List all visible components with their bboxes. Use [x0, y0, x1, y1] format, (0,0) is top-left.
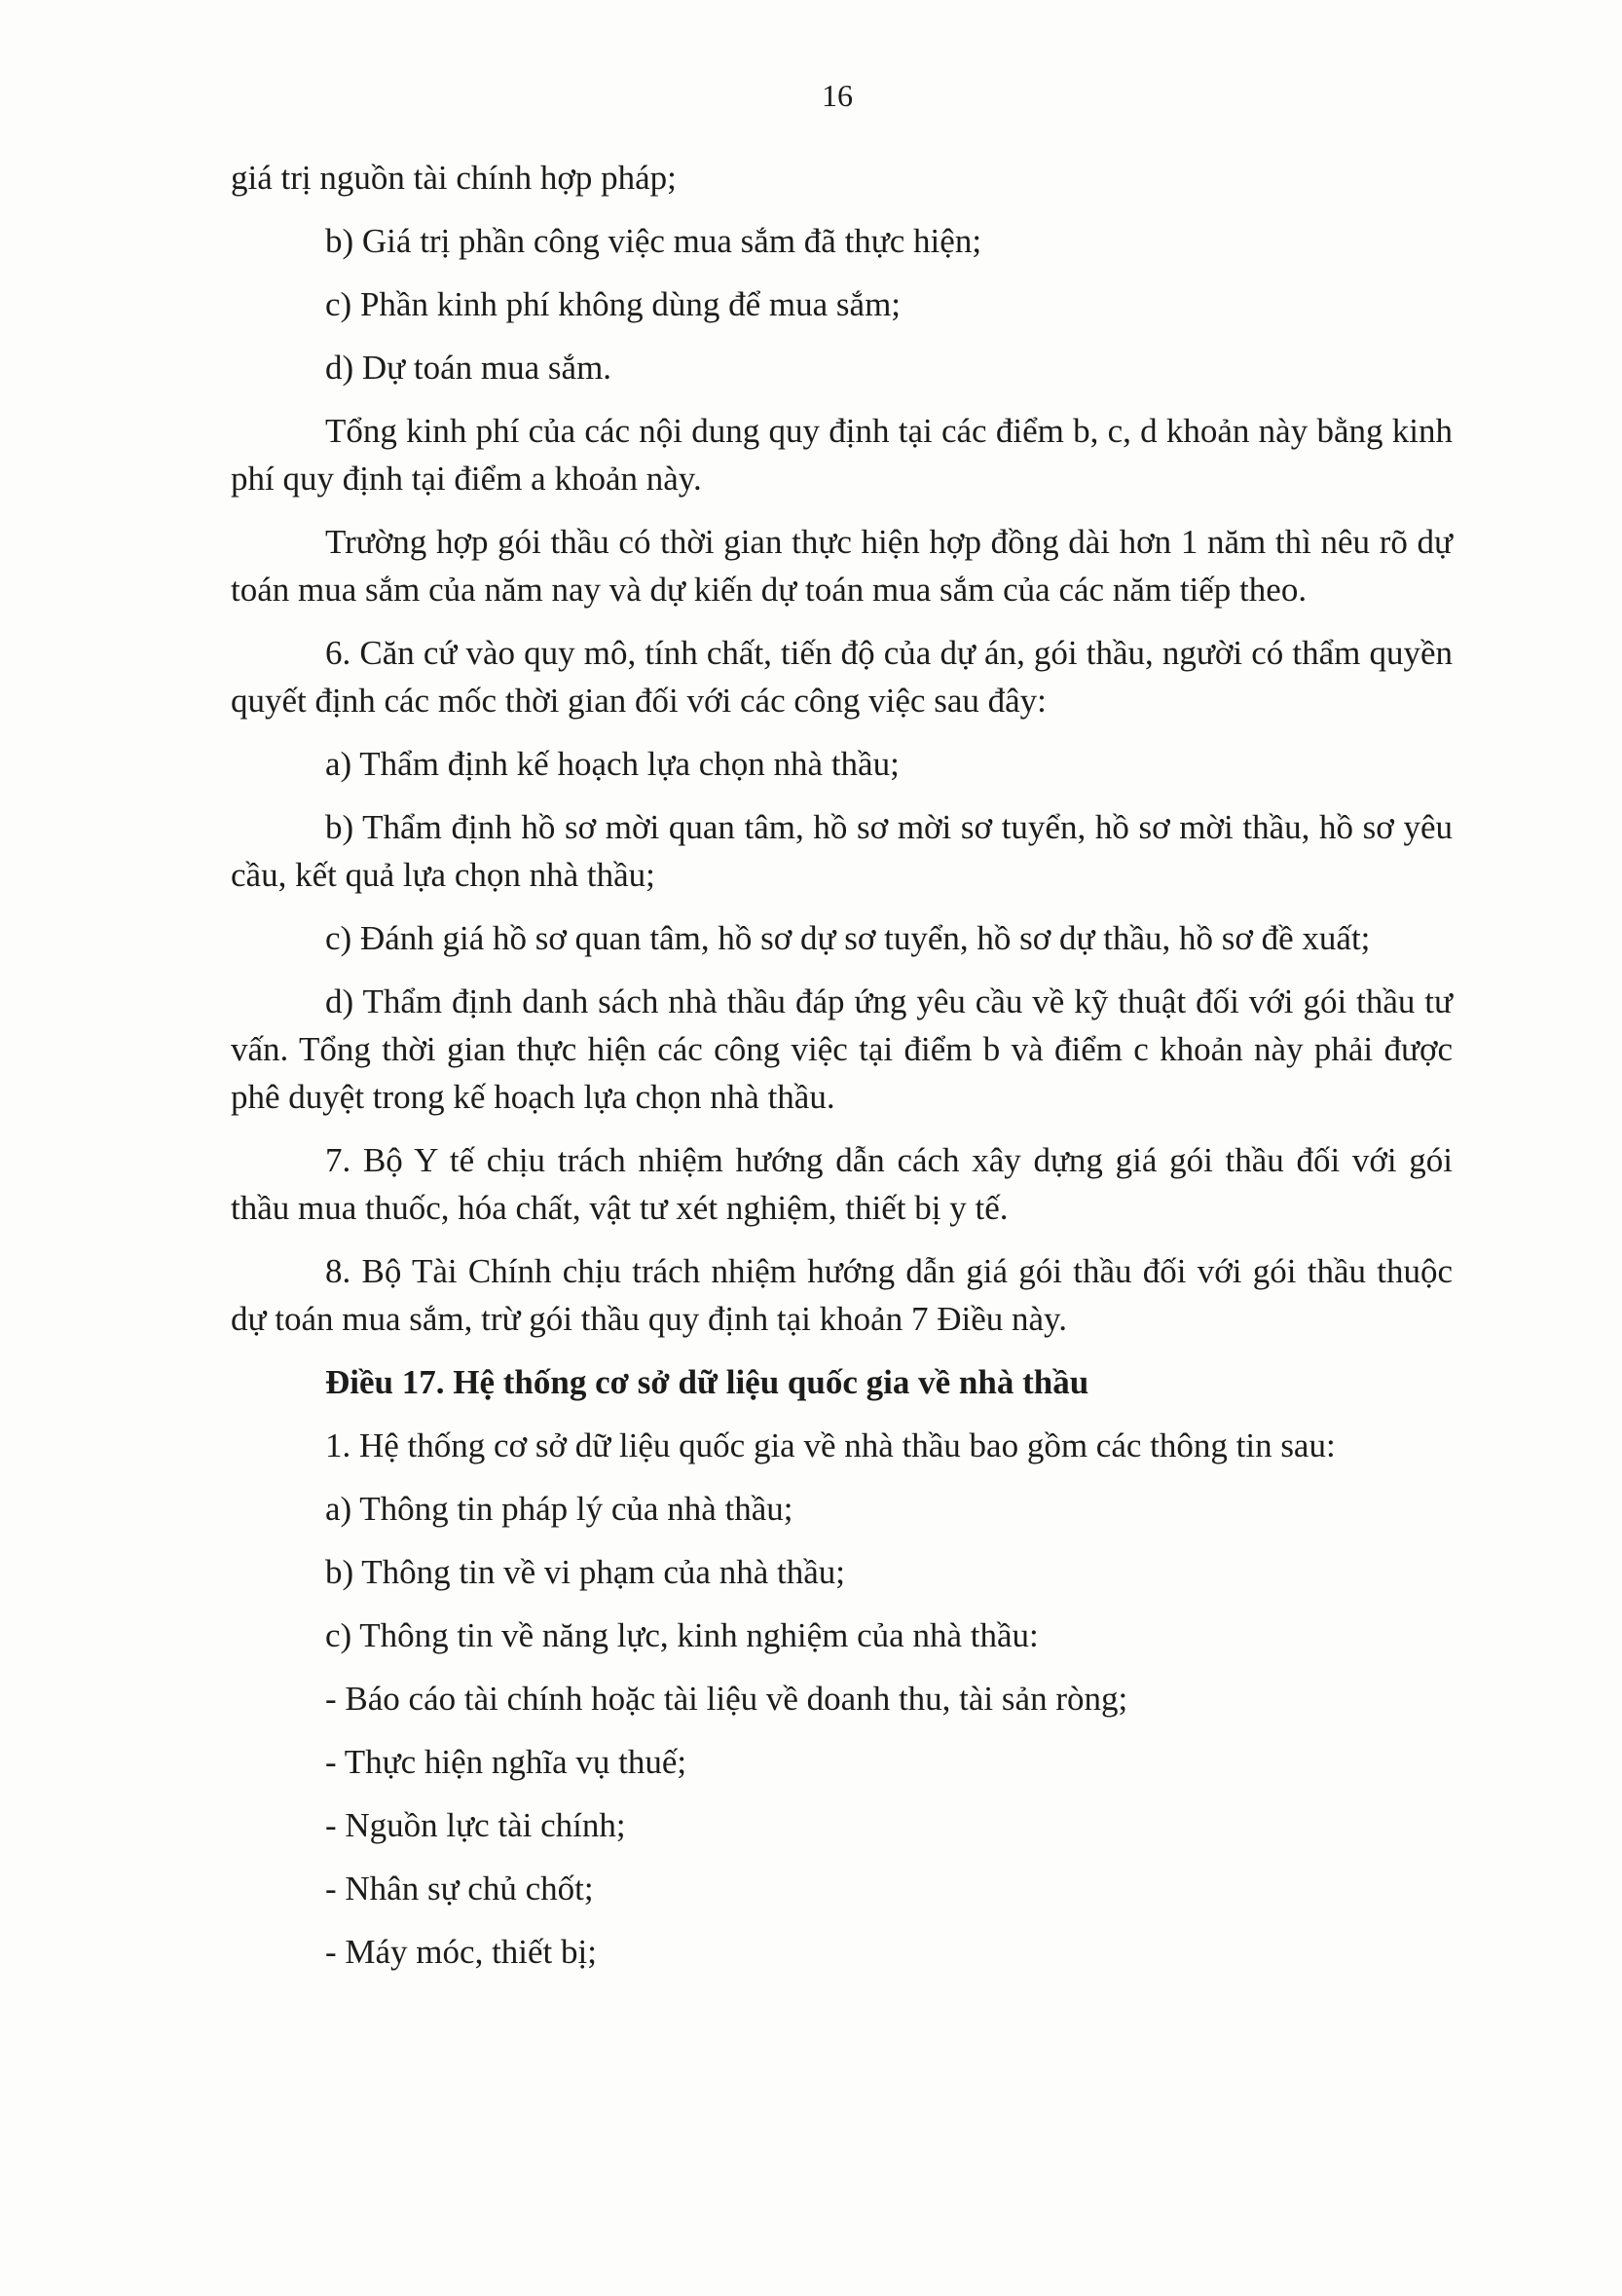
paragraph-continuation: giá trị nguồn tài chính hợp pháp;	[231, 159, 677, 197]
list-item-b: b) Giá trị phần công việc mua sắm đã thực hiện;	[325, 222, 982, 260]
list-item-d: d) Dự toán mua sắm.	[325, 349, 612, 387]
clause-6: 6. Căn cứ vào quy mô, tính chất, tiến độ của dự án, gói thầu, người có thẩm quyền quyết định các mốc thời gian đối với các công việc sau đây:	[231, 634, 1453, 720]
clause-6-item-c: c) Đánh giá hồ sơ quan tâm, hồ sơ dự sơ tuyển, hồ sơ dự thầu, hồ sơ đề xuất;	[325, 919, 1371, 957]
clause-6-item-b: b) Thẩm định hồ sơ mời quan tâm, hồ sơ mời sơ tuyển, hồ sơ mời thầu, hồ sơ yêu cầu, kết quả lựa chọn nhà thầu;	[231, 808, 1453, 894]
document-body	[231, 154, 1453, 1991]
article-17-item-c: c) Thông tin về năng lực, kinh nghiệm của nhà thầu:	[325, 1616, 1039, 1654]
article-17-item-a: a) Thông tin pháp lý của nhà thầu;	[325, 1490, 793, 1528]
article-17-clause-1: 1. Hệ thống cơ sở dữ liệu quốc gia về nhà thầu bao gồm các thông tin sau:	[325, 1426, 1336, 1464]
clause-7: 7. Bộ Y tế chịu trách nhiệm hướng dẫn cách xây dựng giá gói thầu đối với gói thầu mua thuốc, hóa chất, vật tư xét nghiệm, thiết bị y tế.	[231, 1141, 1453, 1227]
clause-8: 8. Bộ Tài Chính chịu trách nhiệm hướng dẫn giá gói thầu đối với gói thầu thuộc dự toán mua sắm, trừ gói thầu quy định tại khoản 7 Điều này.	[231, 1252, 1453, 1338]
paragraph-multi-year: Trường hợp gói thầu có thời gian thực hiện hợp đồng dài hơn 1 năm thì nêu rõ dự toán mua sắm của năm nay và dự kiến dự toán mua sắm của các năm tiếp theo.	[231, 523, 1453, 609]
bullet-key-personnel: - Nhân sự chủ chốt;	[325, 1870, 594, 1907]
article-17-item-b: b) Thông tin về vi phạm của nhà thầu;	[325, 1553, 845, 1591]
list-item-c: c) Phần kinh phí không dùng để mua sắm;	[325, 285, 902, 323]
paragraph-total-budget: Tổng kinh phí của các nội dung quy định tại các điểm b, c, d khoản này bằng kinh phí quy định tại điểm a khoản này.	[231, 412, 1453, 498]
bullet-financial-report: - Báo cáo tài chính hoặc tài liệu về doanh thu, tài sản ròng;	[325, 1680, 1128, 1718]
page-number: 16	[822, 78, 853, 113]
clause-6-item-a: a) Thẩm định kế hoạch lựa chọn nhà thầu;	[325, 745, 900, 783]
clause-6-item-d: d) Thẩm định danh sách nhà thầu đáp ứng yêu cầu về kỹ thuật đối với gói thầu tư vấn. Tổng thời gian thực hiện các công việc tại điểm b và điểm c khoản này phải được phê duyệt trong kế hoạch lựa chọn nhà thầu.	[231, 982, 1453, 1116]
bullet-financial-resources: - Nguồn lực tài chính;	[325, 1806, 626, 1844]
bullet-tax: - Thực hiện nghĩa vụ thuế;	[325, 1743, 687, 1781]
article-17-heading: Điều 17. Hệ thống cơ sở dữ liệu quốc gia về nhà thầu	[325, 1363, 1089, 1401]
bullet-equipment: - Máy móc, thiết bị;	[325, 1933, 597, 1971]
